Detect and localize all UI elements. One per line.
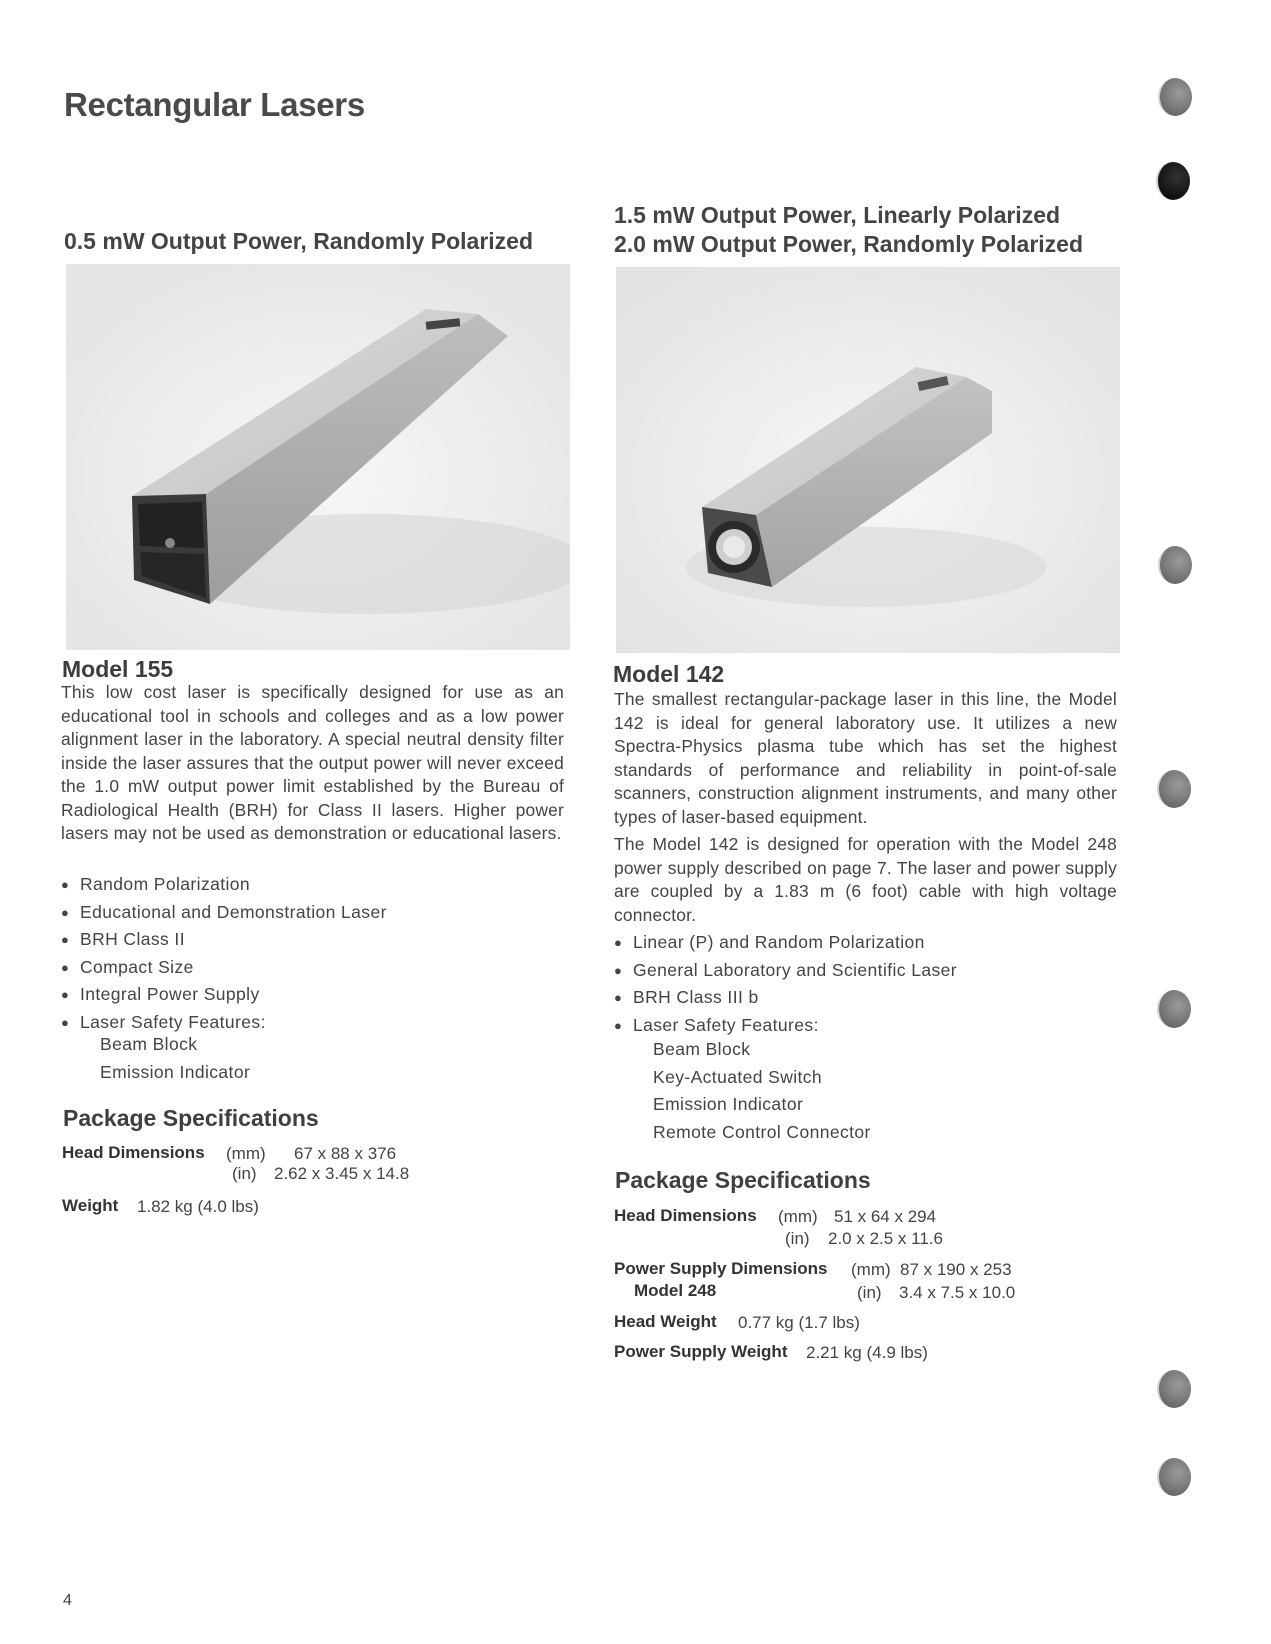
model-142-head-in: (in) — [785, 1229, 810, 1248]
list-item: ● Random Polarization — [61, 871, 541, 899]
binder-hole-6 — [1157, 1370, 1191, 1408]
model-155-description: This low cost laser is specifically designed for use as an educational tool in schools and colleges and as a low power alignment laser in the laboratory. A special neutral density filter inside the laser assures that the output power will never exceed the 1.0 mW output power limit established by the Bureau of Radiological Health (BRH) for Class II lasers. Higher power lasers may not be used as demonstration or educational lasers. — [61, 682, 564, 843]
list-item: Beam Block — [653, 1039, 751, 1059]
model-142-title: Model 142 — [613, 661, 725, 687]
model-142-description: The smallest rectangular-package laser in this line, the Model 142 is ideal for general laboratory use. It utilizes a new Spectra-Physics plasma tube which has set the highest standards of performance and reliability in point-of-sale scanners, construction alignment instruments, and many other types of laser-based equipment. — [614, 689, 1117, 827]
model-155-weight: Weight — [62, 1196, 119, 1215]
list-item: ● Educational and Demonstration Laser — [61, 899, 541, 927]
bullet-icon: ● — [61, 877, 70, 892]
model-142-head-dimensions: Head Dimensions — [614, 1206, 757, 1225]
model-142-power-supply-note: The Model 142 is designed for operation with the Model 248 power supply described on page 7. The laser and power supply are coupled by a 1.83 m (6 foot) cable with high voltage connector. — [614, 834, 1117, 925]
bullet-icon: ● — [614, 990, 623, 1005]
model-142-head-mm-value: 51 x 64 x 294 — [834, 1207, 937, 1226]
model-155-head-dimensions: Head Dimensions — [62, 1143, 205, 1162]
left-section-heading: 0.5 mW Output Power, Randomly Polarized — [64, 228, 534, 254]
model-142-ps-mm: (mm) — [851, 1260, 891, 1279]
list-item: ● General Laboratory and Scientific Laser — [614, 957, 1094, 985]
model-155-package-heading: Package Specifications — [63, 1105, 319, 1131]
model-142-head-mm: (mm) — [778, 1207, 818, 1226]
bullet-icon: ● — [61, 932, 70, 947]
list-item: ● Laser Safety Features: — [61, 1009, 541, 1037]
laser-142-illustration — [616, 267, 1120, 653]
model-155-safety-list — [61, 1031, 540, 1086]
right-section-heading-1: 1.5 mW Output Power, Linearly Polarized — [614, 202, 1061, 228]
list-item: Emission Indicator — [653, 1094, 804, 1114]
binder-hole-5 — [1157, 990, 1191, 1028]
bullet-icon: ● — [61, 959, 70, 975]
binder-hole-4 — [1157, 770, 1191, 808]
binder-hole-3 — [1158, 546, 1192, 584]
model-142-head-weight: Head Weight — [614, 1312, 717, 1331]
list-item: Remote Control Connector — [653, 1121, 871, 1142]
model-142-ps-weight: Power Supply Weight — [614, 1342, 788, 1361]
binder-hole-7 — [1157, 1458, 1191, 1496]
page-title: Rectangular Lasers — [64, 86, 365, 123]
model-142-ps-in-value: 3.4 x 7.5 x 10.0 — [899, 1283, 1016, 1302]
list-item: Beam Block — [100, 1034, 198, 1054]
bullet-icon: ● — [61, 904, 70, 920]
binder-hole-2 — [1156, 162, 1190, 200]
bullet-icon: ● — [614, 1017, 623, 1033]
laser-155-illustration — [66, 264, 570, 650]
model-142-head-in-value: 2.0 x 2.5 x 11.6 — [828, 1229, 943, 1248]
list-item: ● Laser Safety Features: — [614, 1012, 1094, 1040]
model-142-ps-model: Model 248 — [634, 1281, 717, 1300]
binder-hole-1 — [1158, 78, 1192, 116]
list-item: Key-Actuated Switch — [653, 1066, 823, 1087]
model-142-ps-in: (in) — [857, 1283, 882, 1302]
model-142-package-heading: Package Specifications — [615, 1167, 871, 1193]
bullet-icon: ● — [61, 987, 70, 1002]
model-142-ps-weight-value: 2.21 kg (4.9 lbs) — [806, 1343, 928, 1362]
list-item: ● Linear (P) and Random Polarization — [614, 929, 1094, 957]
model-155-title: Model 155 — [62, 656, 174, 682]
right-section-heading-2: 2.0 mW Output Power, Randomly Polarized — [614, 231, 1084, 257]
model-155-photo — [66, 264, 570, 650]
bullet-icon: ● — [61, 1014, 70, 1030]
model-142-safety-list — [614, 1036, 1093, 1146]
model-155-head-in: (in) — [232, 1164, 257, 1183]
model-142-ps-dimensions: Power Supply Dimensions — [614, 1259, 828, 1278]
bullet-icon: ● — [614, 962, 623, 978]
page-number: 4 — [63, 1592, 72, 1609]
list-item: ● BRH Class III b — [614, 984, 1094, 1012]
list-item: Emission Indicator — [100, 1061, 251, 1082]
model-142-feature-list — [614, 929, 1094, 1039]
model-142-photo — [616, 267, 1120, 653]
list-item: ● Integral Power Supply — [61, 981, 541, 1009]
bullet-icon: ● — [614, 935, 623, 950]
model-155-weight-value: 1.82 kg (4.0 lbs) — [137, 1197, 259, 1216]
list-item: ● Compact Size — [61, 954, 541, 982]
model-155-head-mm: (mm) — [226, 1144, 266, 1163]
model-142-head-weight-value: 0.77 kg (1.7 lbs) — [738, 1313, 860, 1332]
model-155-head-mm-value: 67 x 88 x 376 — [294, 1144, 397, 1163]
model-142-ps-mm-value: 87 x 190 x 253 — [900, 1260, 1012, 1279]
model-155-head-in-value: 2.62 x 3.45 x 14.8 — [274, 1164, 410, 1183]
model-155-feature-list — [61, 871, 541, 1036]
list-item: ● BRH Class II — [61, 926, 541, 954]
